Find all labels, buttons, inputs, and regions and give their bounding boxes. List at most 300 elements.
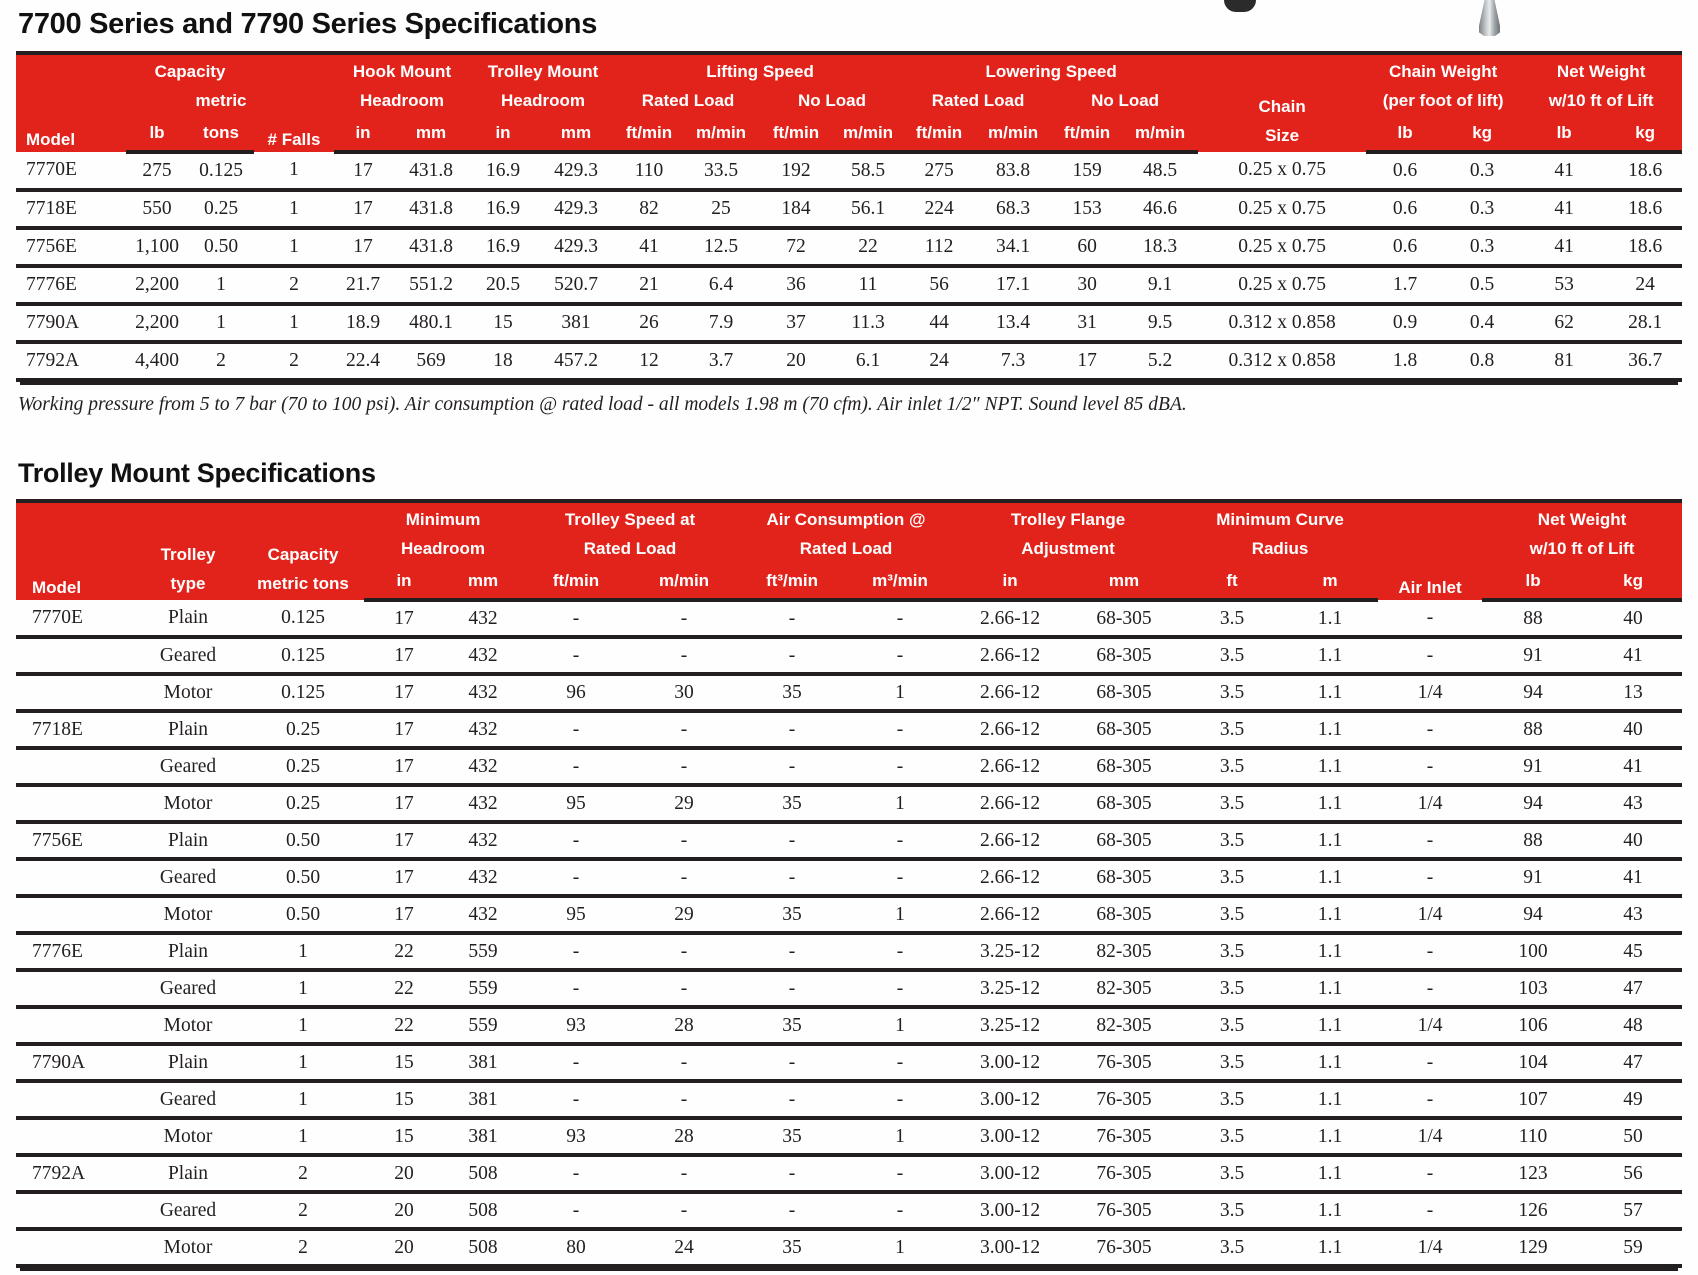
- table-cell: 431.8: [392, 228, 470, 266]
- table-cell: 110: [1482, 1118, 1584, 1155]
- table-cell: 100: [1482, 933, 1584, 970]
- table-row: [16, 674, 1682, 711]
- table-cell: Plain: [134, 600, 242, 637]
- header-unit: mm: [392, 113, 470, 152]
- table-cell: -: [522, 822, 630, 859]
- table-cell: 37: [760, 304, 832, 342]
- table-cell: 36.7: [1608, 342, 1682, 380]
- table-cell: [16, 859, 134, 896]
- table-cell: 22: [832, 228, 904, 266]
- table-cell: 508: [444, 1192, 522, 1229]
- table-cell: 3.5: [1182, 1155, 1282, 1192]
- table-cell: 0.125: [188, 152, 254, 190]
- table-cell: [16, 1118, 134, 1155]
- table-cell: 0.3: [1444, 152, 1520, 190]
- table-cell: -: [522, 711, 630, 748]
- table-cell: 1: [846, 785, 954, 822]
- table-cell: -: [1378, 711, 1482, 748]
- header-unit: m: [1282, 561, 1378, 600]
- table-cell: 96: [522, 674, 630, 711]
- table-cell: 31: [1052, 304, 1122, 342]
- table-cell: -: [1378, 970, 1482, 1007]
- series-table-title: 7700 Series and 7790 Series Specifications: [18, 8, 598, 40]
- header-lowering-speed-group: Lowering Speed: [904, 53, 1198, 84]
- table-cell: 68.3: [974, 190, 1052, 228]
- table-cell: 94: [1482, 896, 1584, 933]
- table-cell: -: [846, 859, 954, 896]
- table-cell: 432: [444, 748, 522, 785]
- header-air-consumption-group: Air Consumption @: [738, 501, 954, 532]
- table-cell: 0.50: [188, 228, 254, 266]
- table-cell: 106: [1482, 1007, 1584, 1044]
- table-cell: 1.1: [1282, 822, 1378, 859]
- series-spec-table: [16, 51, 1682, 382]
- table-row: [16, 970, 1682, 1007]
- table-row: [16, 600, 1682, 637]
- table-cell: 0.312 x 0.858: [1198, 342, 1366, 380]
- table-cell: 2.66-12: [954, 896, 1066, 933]
- table-cell: -: [630, 970, 738, 1007]
- table-cell: 82-305: [1066, 970, 1182, 1007]
- header-unit: lb: [1482, 561, 1584, 600]
- table-cell: [16, 674, 134, 711]
- table-cell: 3.5: [1182, 785, 1282, 822]
- table-cell: 103: [1482, 970, 1584, 1007]
- table-cell: 432: [444, 600, 522, 637]
- table-cell: 76-305: [1066, 1192, 1182, 1229]
- table-row: [16, 748, 1682, 785]
- table-cell: 1.1: [1282, 1229, 1378, 1266]
- table-cell: 0.312 x 0.858: [1198, 304, 1366, 342]
- table-cell: 1: [254, 152, 334, 190]
- table-cell: 1: [254, 304, 334, 342]
- table-cell: 3.5: [1182, 933, 1282, 970]
- table-cell: 569: [392, 342, 470, 380]
- series-table-body: [16, 152, 1682, 380]
- table-cell: 30: [1052, 266, 1122, 304]
- table-cell: 40: [1584, 822, 1682, 859]
- table-cell: 429.3: [536, 152, 616, 190]
- table-row: [16, 342, 1682, 380]
- table-row: [16, 785, 1682, 822]
- table-cell: 6.4: [682, 266, 760, 304]
- table-cell: 1: [846, 1007, 954, 1044]
- table-cell: -: [1378, 859, 1482, 896]
- table-row: [16, 304, 1682, 342]
- table-cell: 3.5: [1182, 1081, 1282, 1118]
- table-cell: 159: [1052, 152, 1122, 190]
- header-unit: tons: [188, 113, 254, 152]
- header-model: Model: [16, 501, 134, 600]
- table-cell: [16, 748, 134, 785]
- table-cell: 1: [242, 1081, 364, 1118]
- table-cell: 36: [760, 266, 832, 304]
- table-cell: 0.25: [242, 748, 364, 785]
- table-cell: Geared: [134, 970, 242, 1007]
- header-trolley-type: [134, 501, 242, 600]
- table-cell: 457.2: [536, 342, 616, 380]
- table-cell: -: [522, 600, 630, 637]
- table-cell: 33.5: [682, 152, 760, 190]
- table-cell: 1.7: [1366, 266, 1444, 304]
- table-cell: 381: [444, 1044, 522, 1081]
- header-trolley-speed-sub: Rated Load: [522, 532, 738, 561]
- table-cell: 88: [1482, 600, 1584, 637]
- table-cell: 2,200: [126, 266, 188, 304]
- table-cell: 432: [444, 859, 522, 896]
- table-row: [16, 152, 1682, 190]
- table-cell: 7792A: [16, 342, 126, 380]
- table-cell: 381: [444, 1118, 522, 1155]
- table-cell: 21: [616, 266, 682, 304]
- table-cell: -: [522, 748, 630, 785]
- header-spacer: [126, 84, 188, 113]
- table-cell: 1.8: [1366, 342, 1444, 380]
- table-cell: 15: [364, 1044, 444, 1081]
- table-cell: 17: [364, 674, 444, 711]
- table-cell: 45: [1584, 933, 1682, 970]
- table-cell: 24: [630, 1229, 738, 1266]
- table-cell: 123: [1482, 1155, 1584, 1192]
- table-cell: 429.3: [536, 190, 616, 228]
- table-cell: 41: [1520, 190, 1608, 228]
- table-cell: 35: [738, 896, 846, 933]
- table-cell: 13.4: [974, 304, 1052, 342]
- header-unit: mm: [536, 113, 616, 152]
- table-cell: Motor: [134, 674, 242, 711]
- table-cell: 1/4: [1378, 785, 1482, 822]
- header-lifting-no-load: No Load: [760, 84, 904, 113]
- table-cell: -: [738, 748, 846, 785]
- table-cell: -: [630, 822, 738, 859]
- table-cell: 58.5: [832, 152, 904, 190]
- table-cell: Geared: [134, 1081, 242, 1118]
- table-cell: 1: [242, 970, 364, 1007]
- header-unit: m/min: [682, 113, 760, 152]
- table-cell: 1.1: [1282, 1007, 1378, 1044]
- table-cell: 0.8: [1444, 342, 1520, 380]
- table-cell: 41: [1584, 859, 1682, 896]
- table-cell: -: [630, 1192, 738, 1229]
- table-cell: 49: [1584, 1081, 1682, 1118]
- table-cell: -: [630, 859, 738, 896]
- table-cell: 17: [1052, 342, 1122, 380]
- table-cell: 56: [1584, 1155, 1682, 1192]
- table-cell: -: [522, 933, 630, 970]
- table-cell: 1.1: [1282, 970, 1378, 1007]
- table-cell: 1/4: [1378, 1229, 1482, 1266]
- table-cell: 520.7: [536, 266, 616, 304]
- table-cell: 43: [1584, 785, 1682, 822]
- table-cell: 3.5: [1182, 1118, 1282, 1155]
- table-cell: 26: [616, 304, 682, 342]
- footnote: Working pressure from 5 to 7 bar (70 to 100 psi). Air consumption @ rated load - all models 1.98 m (70 cfm). Air inlet 1/2″ NPT. Sound level 85 dBA.: [18, 394, 1187, 415]
- table-cell: 0.25 x 0.75: [1198, 152, 1366, 190]
- header-group-row: [16, 53, 1682, 84]
- table-cell: 1: [242, 933, 364, 970]
- table-cell: 17: [334, 190, 392, 228]
- header-net-weight-group: Net Weight: [1520, 53, 1682, 84]
- table-cell: 41: [1584, 748, 1682, 785]
- table-cell: 91: [1482, 859, 1584, 896]
- table-cell: 88: [1482, 822, 1584, 859]
- table-cell: 17: [364, 637, 444, 674]
- table-cell: 2.66-12: [954, 748, 1066, 785]
- header-unit: ft/min: [616, 113, 682, 152]
- table-cell: 22: [364, 933, 444, 970]
- table-cell: 22: [364, 1007, 444, 1044]
- table-cell: 2: [254, 266, 334, 304]
- table-cell: 28.1: [1608, 304, 1682, 342]
- table-cell: -: [1378, 600, 1482, 637]
- table-cell: 3.00-12: [954, 1192, 1066, 1229]
- table-cell: 35: [738, 1229, 846, 1266]
- table-cell: 1.1: [1282, 748, 1378, 785]
- table-cell: Motor: [134, 1007, 242, 1044]
- table-cell: 432: [444, 896, 522, 933]
- table-cell: 40: [1584, 600, 1682, 637]
- table-cell: 3.00-12: [954, 1044, 1066, 1081]
- table-cell: 381: [444, 1081, 522, 1118]
- table-cell: 0.25: [242, 711, 364, 748]
- table-cell: 1.1: [1282, 1081, 1378, 1118]
- table-cell: 1: [846, 1118, 954, 1155]
- table-cell: 2: [242, 1229, 364, 1266]
- table-cell: 88: [1482, 711, 1584, 748]
- table-cell: 29: [630, 896, 738, 933]
- table-cell: 17: [364, 748, 444, 785]
- table-cell: 12: [616, 342, 682, 380]
- table-cell: -: [738, 1192, 846, 1229]
- table-cell: 275: [126, 152, 188, 190]
- table-cell: Geared: [134, 1192, 242, 1229]
- table-cell: Plain: [134, 822, 242, 859]
- trolley-table-header: [16, 501, 1682, 600]
- table-cell: 126: [1482, 1192, 1584, 1229]
- table-cell: 0.9: [1366, 304, 1444, 342]
- table-cell: 41: [616, 228, 682, 266]
- table-cell: 1: [242, 1007, 364, 1044]
- table-cell: 28: [630, 1007, 738, 1044]
- table-cell: 3.5: [1182, 1229, 1282, 1266]
- table-cell: 224: [904, 190, 974, 228]
- table-cell: -: [522, 1044, 630, 1081]
- table-cell: 95: [522, 785, 630, 822]
- table-cell: -: [522, 1192, 630, 1229]
- table-cell: 1/4: [1378, 896, 1482, 933]
- table-cell: -: [630, 748, 738, 785]
- header-group-row: [16, 501, 1682, 532]
- table-cell: Geared: [134, 637, 242, 674]
- table-cell: 34.1: [974, 228, 1052, 266]
- header-lifting-speed-group: Lifting Speed: [616, 53, 904, 84]
- table-cell: 3.5: [1182, 896, 1282, 933]
- table-cell: 17: [364, 600, 444, 637]
- table-cell: 7792A: [16, 1155, 134, 1192]
- table-cell: 56.1: [832, 190, 904, 228]
- table-cell: -: [738, 1044, 846, 1081]
- table-cell: 17.1: [974, 266, 1052, 304]
- table-row: [16, 637, 1682, 674]
- header-net-weight-sub: w/10 ft of Lift: [1482, 532, 1682, 561]
- table-cell: [16, 970, 134, 1007]
- table-cell: 3.00-12: [954, 1118, 1066, 1155]
- table-cell: 15: [364, 1118, 444, 1155]
- table-cell: -: [846, 970, 954, 1007]
- table-cell: -: [630, 711, 738, 748]
- table-cell: 15: [364, 1081, 444, 1118]
- table-cell: 40: [1584, 711, 1682, 748]
- table-cell: 104: [1482, 1044, 1584, 1081]
- header-unit: in: [364, 561, 444, 600]
- table-cell: -: [738, 822, 846, 859]
- table-cell: 60: [1052, 228, 1122, 266]
- table-cell: 2: [242, 1155, 364, 1192]
- trolley-table-body: [16, 600, 1682, 1266]
- table-row: [16, 1044, 1682, 1081]
- table-cell: 20.5: [470, 266, 536, 304]
- table-cell: 24: [904, 342, 974, 380]
- table-cell: 68-305: [1066, 896, 1182, 933]
- table-cell: -: [846, 822, 954, 859]
- table-cell: -: [522, 1081, 630, 1118]
- table-cell: 1: [242, 1044, 364, 1081]
- table-cell: 559: [444, 970, 522, 1007]
- table-cell: 68-305: [1066, 600, 1182, 637]
- table-cell: 1.1: [1282, 859, 1378, 896]
- table-cell: 59: [1584, 1229, 1682, 1266]
- table-cell: 1.1: [1282, 711, 1378, 748]
- header-unit: ft/min: [1052, 113, 1122, 152]
- table-cell: 24: [1608, 266, 1682, 304]
- header-chain-weight-sub: (per foot of lift): [1366, 84, 1520, 113]
- table-cell: 432: [444, 711, 522, 748]
- table-cell: -: [522, 859, 630, 896]
- table-cell: 94: [1482, 674, 1584, 711]
- table-cell: 1: [254, 190, 334, 228]
- table-cell: 0.50: [242, 822, 364, 859]
- table-row: [16, 1229, 1682, 1266]
- table-cell: 11: [832, 266, 904, 304]
- header-trolley-speed-group: Trolley Speed at: [522, 501, 738, 532]
- header-unit: ft/min: [522, 561, 630, 600]
- table-cell: 35: [738, 674, 846, 711]
- table-cell: 3.00-12: [954, 1081, 1066, 1118]
- table-cell: -: [630, 600, 738, 637]
- table-cell: 7790A: [16, 1044, 134, 1081]
- table-cell: -: [630, 637, 738, 674]
- table-cell: Motor: [134, 896, 242, 933]
- header-chain-weight-group: Chain Weight: [1366, 53, 1520, 84]
- table-cell: 20: [364, 1155, 444, 1192]
- table-cell: 0.25: [242, 785, 364, 822]
- table-cell: 68-305: [1066, 785, 1182, 822]
- table-cell: 7718E: [16, 190, 126, 228]
- table-cell: 9.5: [1122, 304, 1198, 342]
- header-falls: # Falls: [254, 53, 334, 152]
- table-cell: 35: [738, 1007, 846, 1044]
- table-cell: 432: [444, 822, 522, 859]
- table-cell: 1.1: [1282, 1192, 1378, 1229]
- header-trolley-type-line2: type: [170, 574, 206, 594]
- table-row: [16, 822, 1682, 859]
- table-cell: 431.8: [392, 190, 470, 228]
- table-cell: 25: [682, 190, 760, 228]
- table-cell: 3.5: [1182, 748, 1282, 785]
- table-cell: 3.5: [1182, 711, 1282, 748]
- table-cell: 76-305: [1066, 1081, 1182, 1118]
- header-chain-size: [1198, 53, 1366, 152]
- table-cell: 76-305: [1066, 1118, 1182, 1155]
- header-air-consumption-sub: Rated Load: [738, 532, 954, 561]
- table-cell: 62: [1520, 304, 1608, 342]
- table-cell: -: [738, 859, 846, 896]
- header-model: Model: [16, 53, 126, 152]
- table-cell: 18: [470, 342, 536, 380]
- table-cell: 48.5: [1122, 152, 1198, 190]
- table-cell: 22: [364, 970, 444, 1007]
- table-cell: 1.1: [1282, 600, 1378, 637]
- table-cell: -: [630, 1081, 738, 1118]
- table-cell: 153: [1052, 190, 1122, 228]
- table-cell: 41: [1520, 228, 1608, 266]
- header-capacity-line1: Capacity: [267, 544, 339, 564]
- header-chain-size-line2: Size: [1265, 126, 1300, 146]
- table-cell: 17: [334, 228, 392, 266]
- table-cell: 550: [126, 190, 188, 228]
- table-cell: 6.1: [832, 342, 904, 380]
- header-lowering-rated-load: Rated Load: [904, 84, 1052, 113]
- table-cell: -: [738, 1081, 846, 1118]
- table-cell: 0.3: [1444, 228, 1520, 266]
- table-cell: 41: [1520, 152, 1608, 190]
- table-cell: Plain: [134, 1155, 242, 1192]
- table-cell: 2: [188, 342, 254, 380]
- header-unit: in: [334, 113, 392, 152]
- table-cell: 192: [760, 152, 832, 190]
- table-cell: 480.1: [392, 304, 470, 342]
- header-trolley-mount-group: Trolley Mount: [470, 53, 616, 84]
- table-cell: 18.6: [1608, 190, 1682, 228]
- table-cell: 110: [616, 152, 682, 190]
- table-cell: Geared: [134, 748, 242, 785]
- table-cell: [16, 1192, 134, 1229]
- header-unit: ft/min: [904, 113, 974, 152]
- header-unit: in: [954, 561, 1066, 600]
- table-cell: 83.8: [974, 152, 1052, 190]
- table-cell: 28: [630, 1118, 738, 1155]
- table-cell: 0.6: [1366, 228, 1444, 266]
- table-cell: 0.125: [242, 637, 364, 674]
- table-cell: 91: [1482, 637, 1584, 674]
- table-cell: 3.25-12: [954, 1007, 1066, 1044]
- header-unit: lb: [1520, 113, 1608, 152]
- table-cell: 3.5: [1182, 637, 1282, 674]
- table-cell: 559: [444, 933, 522, 970]
- table-cell: -: [1378, 1192, 1482, 1229]
- table-cell: 48: [1584, 1007, 1682, 1044]
- table-cell: 56: [904, 266, 974, 304]
- table-cell: 3.5: [1182, 822, 1282, 859]
- table-cell: 35: [738, 1118, 846, 1155]
- table-cell: 2,200: [126, 304, 188, 342]
- table-row: [16, 1192, 1682, 1229]
- table-cell: 76-305: [1066, 1155, 1182, 1192]
- table-cell: 91: [1482, 748, 1584, 785]
- table-cell: Motor: [134, 1229, 242, 1266]
- table-cell: 2.66-12: [954, 600, 1066, 637]
- table-cell: 1.1: [1282, 637, 1378, 674]
